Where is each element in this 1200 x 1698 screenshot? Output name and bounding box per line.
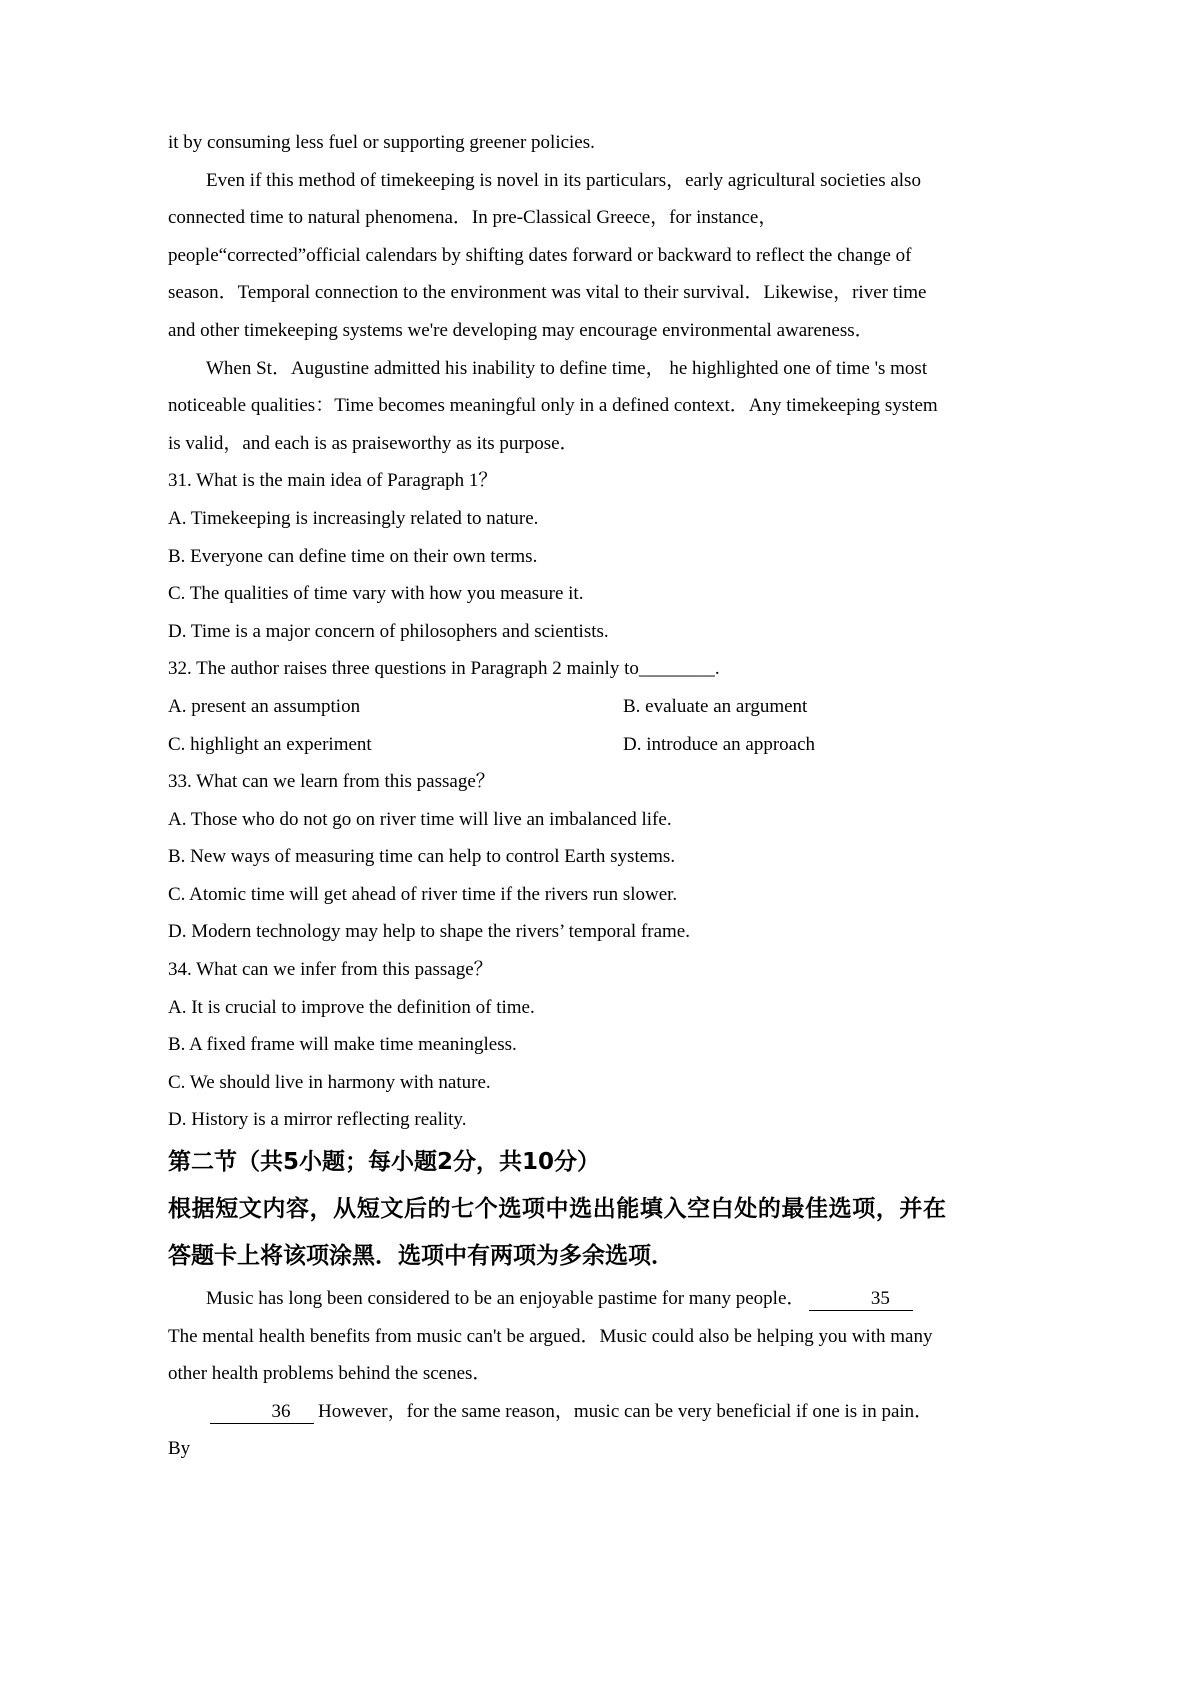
blank-36: 36 — [210, 1401, 314, 1424]
blank-35: 35 — [809, 1288, 913, 1311]
option-item: A. Timekeeping is increasingly related to nature. — [168, 507, 539, 529]
cloze-text: However，for the same reason，music can be very beneficial if one is in pain．By — [168, 1400, 934, 1460]
option-item: A. present an assumption — [168, 695, 361, 717]
option-item: A. Those who do not go on river time will live an imbalanced life. — [168, 808, 672, 830]
option-item: C. We should live in harmony with nature. — [168, 1071, 491, 1093]
option-item: B. evaluate an argument — [623, 695, 808, 717]
passage-paragraph: When St．Augustine admitted his inability to define time， he highlighted one of time 's most noticeable qualities：Time becomes meaningful only in a defined context．Any timekeeping system is valid，and each is as praiseworthy as its purpose． — [168, 357, 938, 454]
option-item: C. Atomic time will get ahead of river time if the rivers run slower. — [168, 883, 678, 905]
option-item: B. Everyone can define time on their own terms. — [168, 545, 538, 567]
question-32-options — [168, 688, 946, 763]
option-item: D. History is a mirror reflecting reality. — [168, 1109, 467, 1131]
cloze-paragraph — [168, 1280, 946, 1393]
option-item: C. highlight an experiment — [168, 733, 372, 755]
option-item: B. New ways of measuring time can help to control Earth systems. — [168, 846, 676, 868]
section-title: 第二节（共5小题；每小题2分，共10分） — [168, 1149, 601, 1176]
question-stem: 31. What is the main idea of Paragraph 1？ — [168, 470, 498, 492]
section-instructions: 根据短文内容，从短文后的七个选项中选出能填入空白处的最佳选项，并在答题卡上将该项涂黑．选项中有两项为多余选项． — [168, 1196, 946, 1270]
cloze-text: Music has long been considered to be an enjoyable pastime for many people． — [206, 1288, 806, 1310]
question-stem: 34. What can we infer from this passage？ — [168, 959, 493, 981]
question-stem: 33. What can we learn from this passage？ — [168, 771, 495, 793]
option-item: D. Modern technology may help to shape the rivers’ temporal frame. — [168, 921, 690, 943]
cloze-text: The mental health benefits from music can't be argued．Music could also be helping you with many other health problems behind the scenes． — [168, 1325, 933, 1385]
passage-paragraph: Even if this method of timekeeping is novel in its particulars，early agricultural societies also connected time to natural phenomena．In pre-Classical Greece，for instance，people“corrected”official calendars by shifting dates forward or backward to reflect the change of season．Temporal connection to the environment was vital to their survival．Likewise，river time and other timekeeping systems we're developing may encourage environmental awareness． — [168, 169, 927, 341]
option-item: D. introduce an approach — [623, 733, 816, 755]
option-item: C. The qualities of time vary with how you measure it. — [168, 583, 584, 605]
option-item: A. It is crucial to improve the definition of time. — [168, 996, 535, 1018]
passage-tail-line: it by consuming less fuel or supporting greener policies. — [168, 132, 595, 153]
option-item: B. A fixed frame will make time meaningless. — [168, 1034, 517, 1056]
cloze-paragraph — [168, 1393, 946, 1468]
page-content — [168, 124, 946, 1468]
option-item: D. Time is a major concern of philosophers and scientists. — [168, 620, 609, 642]
question-stem: 32. The author raises three questions in Paragraph 2 mainly to________. — [168, 658, 720, 680]
